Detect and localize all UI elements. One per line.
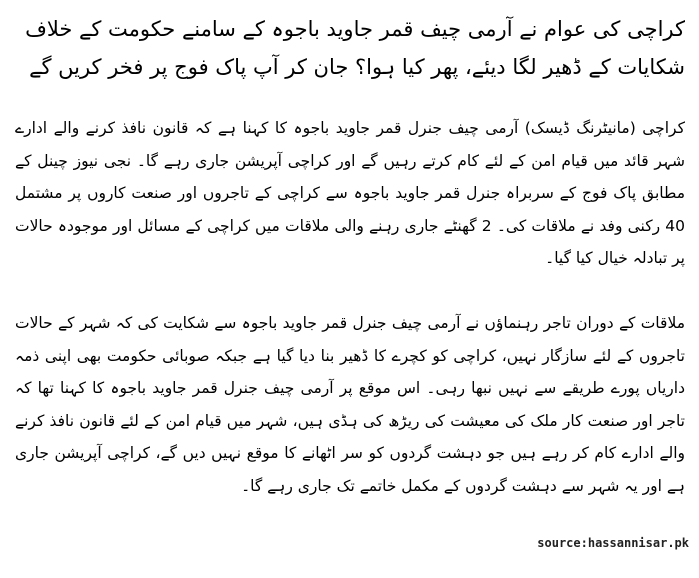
source-credit: source:hassannisar.pk: [537, 536, 689, 550]
article-headline: کراچی کی عوام نے آرمی چیف قمر جاوید باجوہ کے سامنے حکومت کے خلاف شکایات کے ڈھیر لگا دیئے، پھر کیا ہوا؟ جان کر آپ پاک فوج پر فخر کریں گے: [25, 17, 685, 79]
article-paragraph-2: ملاقات کے دوران تاجر رہنماؤں نے آرمی چیف جنرل قمر جاوید باجوہ سے شکایت کی کہ شہر کے حالات تاجروں کے لئے سازگار نہیں، کراچی کو کچرے کا ڈھیر بنا دیا گیا ہے جبکہ صوبائی حکومت بھی اپنی ذمہ داریاں پورے طریقے سے نہیں نبھا رہی۔ اس موقع پر آرمی چیف جنرل قمر جاوید باجوہ کا کہنا تھا کہ تاجر اور صنعت کار ملک کی معیشت کی ریڑھ کی ہڈی ہیں، شہر میں قیام امن کے لئے قانون نافذ کرنے والے ادارے کام کر رہے ہیں جو دہشت گردوں کو سر اٹھانے کا موقع نہیں دیں گے، کراچی آپریشن جاری ہے اور یہ شہر سے دہشت گردوں کے مکمل خاتمے تک جاری رہے گا۔: [15, 314, 685, 495]
article-paragraph-1: کراچی (مانیٹرنگ ڈیسک) آرمی چیف جنرل قمر جاوید باجوہ کا کہنا ہے کہ قانون نافذ کرنے والے ادارے شہر قائد میں قیام امن کے لئے کام کرتے رہیں گے اور کراچی آپریشن جاری رہے گا۔ نجی نیوز چینل کے مطابق پاک فوج کے سربراہ جنرل قمر جاوید باجوہ سے کراچی کے تاجروں اور صنعت کاروں پر مشتمل 40 رکنی وفد نے ملاقات کی۔ 2 گھنٹے جاری رہنے والی ملاقات میں کراچی کے مسائل اور موجودہ حالات پر تبادلہ خیال کیا گیا۔: [15, 119, 685, 267]
